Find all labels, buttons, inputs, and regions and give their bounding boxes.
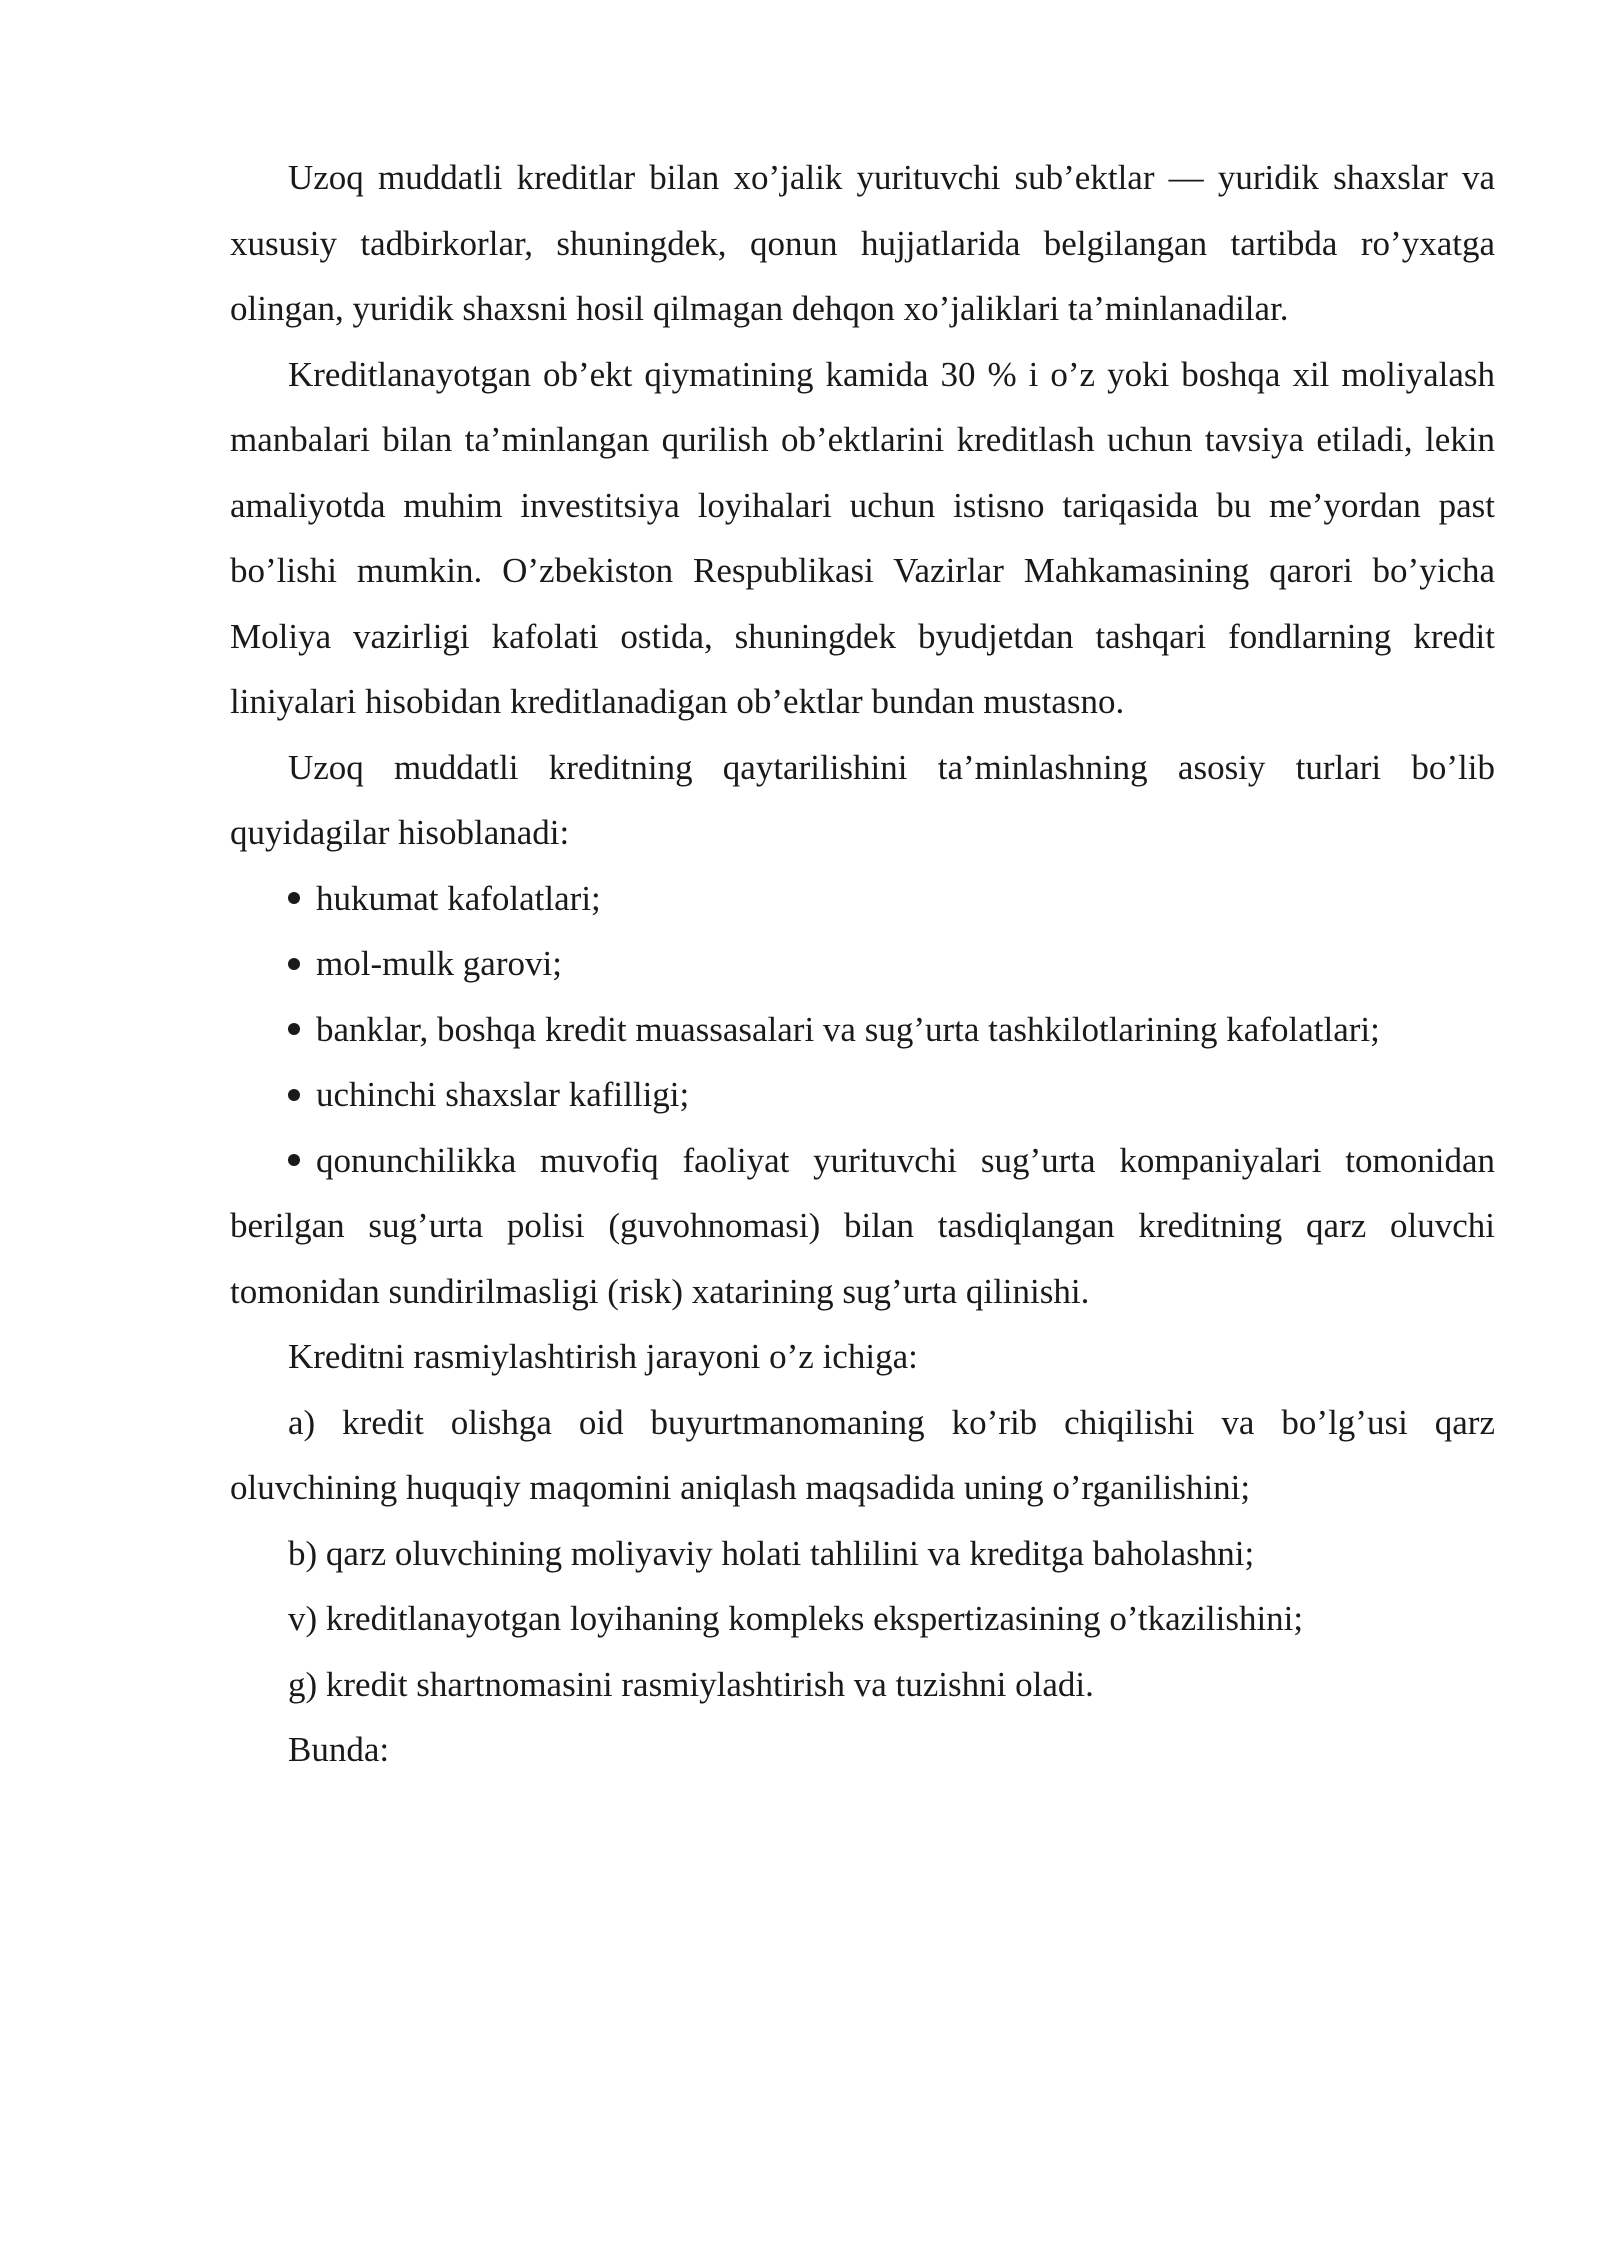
paragraph-step-b: b) qarz oluvchining moliyaviy holati tahlilini va kreditga baholashni;	[288, 1533, 1255, 1573]
list-item-text: uchinchi shaxslar kafilligi;	[316, 1075, 690, 1114]
bullet-icon	[288, 892, 300, 904]
security-types-list	[230, 866, 1495, 1325]
paragraph-financing-share: Kreditlanayotgan ob’ekt qiymatining kamida 30 % i o’z yoki boshqa xil moliyalash manbalari bilan ta’minlangan qurilish ob’ektlarini kreditlash uchun tavsiya etiladi, lekin amaliyotda muhim investitsiya loyihalari uchun istisno tariqasida bu me’yordan past bo’lishi mumkin. O’zbekiston Respublikasi Vazirlar Mahkamasining qarori bo’yicha Moliya vazirligi kafolati ostida, shuningdek byudjetdan tashqari fondlarning kredit liniyalari hisobidan kreditlanadigan ob’ektlar bundan mustasno.	[230, 354, 1495, 721]
list-item	[230, 1128, 1495, 1325]
paragraph-formalization-intro: Kreditni rasmiylashtirish jarayoni o’z ichiga:	[288, 1337, 918, 1376]
list-item-text: banklar, boshqa kredit muassasalari va sug’urta tashkilotlarining kafolatlari;	[316, 1009, 1380, 1049]
list-item-text: qonunchilikka muvofiq faoliyat yurituvchi sug’urta kompaniyalari tomonidan berilgan sug’urta polisi (guvohnomasi) bilan tasdiqlangan kreditning qarz oluvchi tomonidan sundirilmasligi (risk) xatarining sug’urta qilinishi.	[230, 1140, 1495, 1311]
paragraph-step-g: g) kredit shartnomasini rasmiylashtirish va tuzishni oladi.	[288, 1664, 1094, 1704]
bullet-icon	[288, 958, 300, 970]
bullet-icon	[288, 1023, 300, 1035]
paragraph-bunda: Bunda:	[288, 1730, 390, 1769]
list-item	[230, 866, 1495, 932]
paragraph-step-a: a) kredit olishga oid buyurtmanomaning ko’rib chiqilishi va bo’lg’usi qarz oluvchining huquqiy maqomini aniqlash maqsadida uning o’rganilishini;	[230, 1402, 1495, 1507]
paragraph-eligible-borrowers: Uzoq muddatli kreditlar bilan xo’jalik yurituvchi sub’ektlar — yuridik shaxslar va xususiy tadbirkorlar, shuningdek, qonun hujjatlarida belgilangan tartibda ro’yxatga olingan, yuridik shaxsni hosil qilmagan dehqon xo’jaliklari ta’minlanadilar.	[230, 158, 1495, 328]
list-item-text: mol-mulk garovi;	[316, 944, 562, 983]
bullet-icon	[288, 1154, 300, 1166]
paragraph-security-types-intro: Uzoq muddatli kreditning qaytarilishini ta’minlashning asosiy turlari bo’lib quyidagilar hisoblanadi:	[230, 747, 1495, 852]
list-item	[230, 997, 1495, 1063]
document-body	[230, 145, 1495, 1783]
list-item-text: hukumat kafolatlari;	[316, 878, 601, 918]
list-item	[230, 931, 1495, 997]
paragraph-step-v: v) kreditlanayotgan loyihaning kompleks ekspertizasining o’tkazilishini;	[288, 1599, 1304, 1638]
list-item	[230, 1062, 1495, 1128]
bullet-icon	[288, 1089, 300, 1101]
